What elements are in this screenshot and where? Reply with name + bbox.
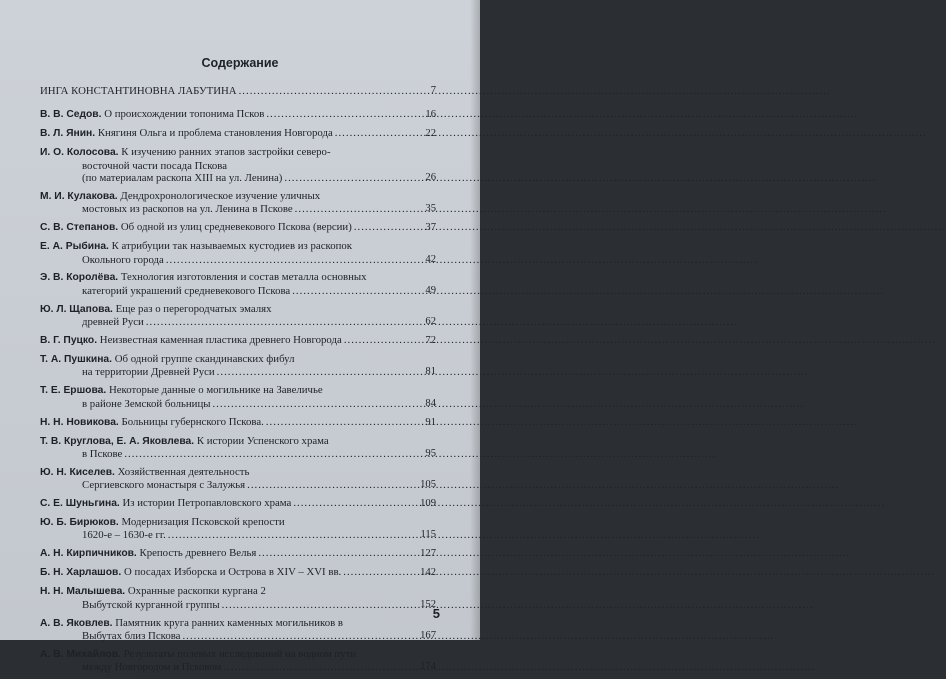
toc-entry xyxy=(40,303,436,329)
toc-author: Т. А. Пушкина. xyxy=(40,354,113,365)
toc-page-number: 91 xyxy=(425,416,436,428)
toc-entry-title: К истории Успенского храма xyxy=(196,434,329,447)
toc-author: Ю. Л. Щапова. xyxy=(40,303,113,315)
toc-page-number: 105 xyxy=(420,479,436,491)
toc-entry-title: Еще раз о перегородчатых эмалях xyxy=(115,302,272,315)
toc-page-number: 37 xyxy=(425,222,436,234)
toc-author: С. Е. Шуньгина. xyxy=(40,498,120,510)
toc-entry-line xyxy=(40,529,414,541)
toc-page-number: 84 xyxy=(425,397,436,409)
toc-entry-text xyxy=(82,630,180,642)
toc-entry-title: О происхождении топонима Псков xyxy=(104,108,265,121)
toc-leader-dots xyxy=(222,599,814,611)
toc-page-number: 174 xyxy=(420,661,436,673)
toc-entry-line xyxy=(40,448,414,460)
toc-entry xyxy=(40,334,436,347)
toc-entry-line xyxy=(40,416,414,429)
toc-entry-line xyxy=(40,479,414,491)
toc-entry-title: О посадах Изборска и Острова в XIV – XVI вв. xyxy=(123,566,342,579)
toc-entry-line xyxy=(40,127,414,140)
toc-entry xyxy=(40,516,436,542)
toc-page-number: 109 xyxy=(420,498,436,510)
toc-entry-text xyxy=(40,127,333,140)
toc-entry xyxy=(40,384,436,410)
toc-entry-title: древней Руси xyxy=(82,316,144,329)
toc-entry-line xyxy=(40,353,414,366)
toc-entry-title: Больницы губернского Пскова. xyxy=(121,415,264,428)
toc-author: С. В. Степанов. xyxy=(40,222,119,234)
toc-entry-title: Крепость древнего Велья xyxy=(139,547,257,560)
toc-entry-line xyxy=(40,617,414,630)
toc-entry xyxy=(40,416,436,429)
toc-author: И. О. Колосова. xyxy=(40,147,119,159)
toc-entry-line xyxy=(40,384,414,397)
toc-leader-dots xyxy=(266,108,858,120)
toc-entry-title: Некоторые данные о могильнике на Завеличье xyxy=(108,384,323,397)
toc-entry xyxy=(40,497,436,510)
toc-author: Б. Н. Харлашов. xyxy=(40,567,122,579)
toc-page-number: 152 xyxy=(420,598,436,610)
toc-entry xyxy=(40,435,436,461)
toc-entry-line xyxy=(40,108,414,121)
toc-page-number: 72 xyxy=(425,335,436,347)
toc-entry-line xyxy=(40,497,414,510)
toc-entry xyxy=(40,271,436,297)
toc-entry-title: Модернизация Псковской крепости xyxy=(121,516,285,529)
toc-entry-text xyxy=(40,497,291,510)
toc-leader-dots xyxy=(295,203,887,215)
toc-leader-dots xyxy=(168,529,760,541)
toc-entry xyxy=(40,240,436,266)
toc-entry-line xyxy=(40,190,414,203)
toc-page-number: 167 xyxy=(420,629,436,641)
toc-entry-line xyxy=(40,398,414,410)
toc-entry-line xyxy=(40,435,414,448)
toc-author: Е. А. Рыбина. xyxy=(40,241,109,253)
toc-entry-title: Княгиня Ольга и проблема становления Новгорода xyxy=(97,127,333,140)
toc-page-number: 49 xyxy=(425,284,436,296)
toc-entry-title: Результаты полевых исследований на водном пути xyxy=(123,647,357,660)
toc-entry-line xyxy=(40,648,414,661)
toc-leader-dots xyxy=(354,221,946,233)
toc-entry-title: Из истории Петропавловского храма xyxy=(122,497,292,510)
toc-entry-text xyxy=(82,661,221,673)
toc-entry-line xyxy=(40,516,414,529)
toc-entry-text xyxy=(40,108,264,121)
toc-page-number: 42 xyxy=(425,253,436,265)
toc-leader-dots xyxy=(217,366,809,378)
toc-entry-line xyxy=(40,146,414,159)
toc-leader-dots xyxy=(266,416,858,428)
toc-entry-title: мостовых из раскопов на ул. Ленина в Пскове xyxy=(82,203,293,216)
toc-entry-title: Дендрохронологическое изучение уличных xyxy=(120,189,321,202)
toc-entry xyxy=(40,190,436,216)
page-title: Содержание xyxy=(201,56,279,70)
toc-entry-title: Сергиевского монастыря с Залужья xyxy=(82,479,246,492)
toc-entry-title: 1620-е – 1630-е гг. xyxy=(82,529,166,542)
toc-entry-line xyxy=(40,316,414,328)
toc-entry xyxy=(40,547,436,560)
toc-entry-text xyxy=(82,529,166,541)
toc-page-number: 22 xyxy=(425,128,436,140)
toc-page-number: 81 xyxy=(425,366,436,378)
toc-entry-text xyxy=(82,366,215,378)
toc-author: Э. В. Королёва. xyxy=(40,272,119,284)
toc-entry xyxy=(40,585,436,611)
toc-leader-dots xyxy=(292,285,884,297)
toc-leader-dots xyxy=(124,448,716,460)
toc-entry-line xyxy=(40,547,414,560)
toc-author: В. Г. Пуцко. xyxy=(40,335,98,347)
toc-entry-title: Выбутской курганной группы xyxy=(82,598,220,611)
toc-entry-line xyxy=(40,566,414,579)
toc-entry-title: между Новгородом и Псковом xyxy=(82,661,222,674)
toc-entry-text xyxy=(40,416,264,429)
toc-entry-title: (по материалам раскопа XIII на ул. Ленина) xyxy=(82,172,283,185)
toc-entry-line xyxy=(40,160,414,172)
toc-entry-line xyxy=(40,599,414,611)
toc-leader-dots xyxy=(284,172,876,184)
toc-entry xyxy=(40,146,436,184)
toc-entry-title: К атрибуции так называемых кустодиев из раскопок xyxy=(111,240,353,253)
toc-entry-text xyxy=(82,203,293,215)
toc-page-number: 62 xyxy=(425,316,436,328)
toc-entry-line xyxy=(40,85,414,97)
toc-page-number: 127 xyxy=(420,548,436,560)
toc-entry xyxy=(40,85,436,97)
toc-entry xyxy=(40,566,436,579)
toc-author: Н. Н. Новикова. xyxy=(40,416,119,428)
toc-entry xyxy=(40,127,436,140)
toc-entry-text xyxy=(82,479,245,491)
toc-page-number: 26 xyxy=(425,172,436,184)
toc-author: А. Н. Кирпичников. xyxy=(40,548,137,560)
toc-author: Т. В. Круглова, Е. А. Яковлева. xyxy=(40,435,195,447)
toc-leader-dots xyxy=(182,630,774,642)
toc-leader-dots xyxy=(212,398,804,410)
toc-entry-line xyxy=(40,172,414,184)
toc-leader-dots xyxy=(239,85,831,97)
toc-entry xyxy=(40,648,436,674)
toc-entry-title: Технология изготовления и состав металла основных xyxy=(120,271,367,284)
toc-leader-dots xyxy=(146,316,738,328)
toc-leader-dots xyxy=(258,547,850,559)
toc-entry-title: Памятник круга ранних каменных могильников в xyxy=(115,616,344,629)
toc-entry-line xyxy=(40,254,414,266)
toc-entry-line xyxy=(40,203,414,215)
toc-entry xyxy=(40,617,436,643)
toc-entry-text xyxy=(82,599,220,611)
table-of-contents xyxy=(40,85,436,679)
toc-entry xyxy=(40,353,436,379)
toc-entry xyxy=(40,466,436,492)
toc-entry-line xyxy=(40,271,414,284)
toc-entry-title: Об одной группе скандинавских фибул xyxy=(114,353,295,365)
toc-leader-dots xyxy=(247,479,839,491)
toc-entry-line xyxy=(40,585,414,598)
toc-entry-line xyxy=(40,466,414,479)
toc-entry-line xyxy=(40,285,414,297)
toc-entry-title: восточной части посада Пскова xyxy=(82,159,228,172)
toc-leader-dots xyxy=(293,497,885,509)
toc-leader-dots xyxy=(166,254,758,266)
toc-author: Т. Е. Ершова. xyxy=(40,385,107,397)
toc-entry-title: на территории Древней Руси xyxy=(82,366,215,379)
toc-author: А. В. Михайлов. xyxy=(40,648,121,660)
toc-entry-title: категорий украшений средневекового Пскова xyxy=(82,284,291,297)
toc-entry-text xyxy=(40,566,341,579)
toc-entry-title: К изучению ранних этапов застройки северо- xyxy=(121,146,331,159)
toc-entry-title: Об одной из улиц средневекового Пскова (версии) xyxy=(120,221,352,234)
toc-entry-title: ИНГА КОНСТАНТИНОВНА ЛАБУТИНА xyxy=(40,85,237,97)
toc-entry-text xyxy=(82,448,122,460)
toc-entry-line xyxy=(40,221,414,234)
toc-entry-text xyxy=(40,85,237,97)
toc-entry-text xyxy=(40,221,352,234)
toc-entry-title: Хозяйственная деятельность xyxy=(117,465,250,478)
toc-entry-title: Охранные раскопки кургана 2 xyxy=(127,585,266,598)
toc-entry-title: в районе Земской больницы xyxy=(82,397,211,410)
toc-entry-text xyxy=(40,334,342,347)
toc-entry-line xyxy=(40,630,414,642)
toc-entry-line xyxy=(40,366,414,378)
toc-entry-line xyxy=(40,334,414,347)
toc-page-number: 115 xyxy=(420,529,436,541)
toc-entry-text xyxy=(82,285,290,297)
toc-entry-text xyxy=(82,254,164,266)
toc-entry-line xyxy=(40,303,414,316)
toc-entry-line xyxy=(40,661,414,673)
toc-author: В. Л. Янин. xyxy=(40,128,96,140)
toc-entry xyxy=(40,108,436,121)
toc-entry-title: в Пскове xyxy=(82,447,123,460)
toc-page-number: 16 xyxy=(425,109,436,121)
toc-author: Ю. Н. Киселев. xyxy=(40,466,115,478)
toc-entry-text xyxy=(82,172,282,184)
toc-entry-text xyxy=(40,547,256,560)
toc-author: В. В. Седов. xyxy=(40,109,102,121)
toc-entry-text xyxy=(82,316,144,328)
toc-entry-text xyxy=(82,398,210,410)
toc-leader-dots xyxy=(335,127,927,139)
toc-author: А. В. Яковлев. xyxy=(40,617,113,629)
toc-author: Н. Н. Малышева. xyxy=(40,586,126,598)
page-number: 5 xyxy=(432,606,440,621)
toc-page-number: 35 xyxy=(425,203,436,215)
toc-entry-title: Выбутах близ Пскова xyxy=(82,629,181,642)
toc-entry-line xyxy=(40,240,414,253)
toc-entry-title: Неизвестная каменная пластика древнего Новгорода xyxy=(99,334,342,347)
toc-author: Ю. Б. Бирюков. xyxy=(40,517,119,529)
toc-leader-dots xyxy=(223,661,815,673)
toc-entry xyxy=(40,221,436,234)
toc-entry-title: Окольного города xyxy=(82,253,164,266)
toc-page-number: 7 xyxy=(430,85,436,96)
toc-page-number: 142 xyxy=(420,567,436,579)
toc-page-number: 95 xyxy=(425,447,436,459)
toc-author: М. И. Кулакова. xyxy=(40,190,118,202)
